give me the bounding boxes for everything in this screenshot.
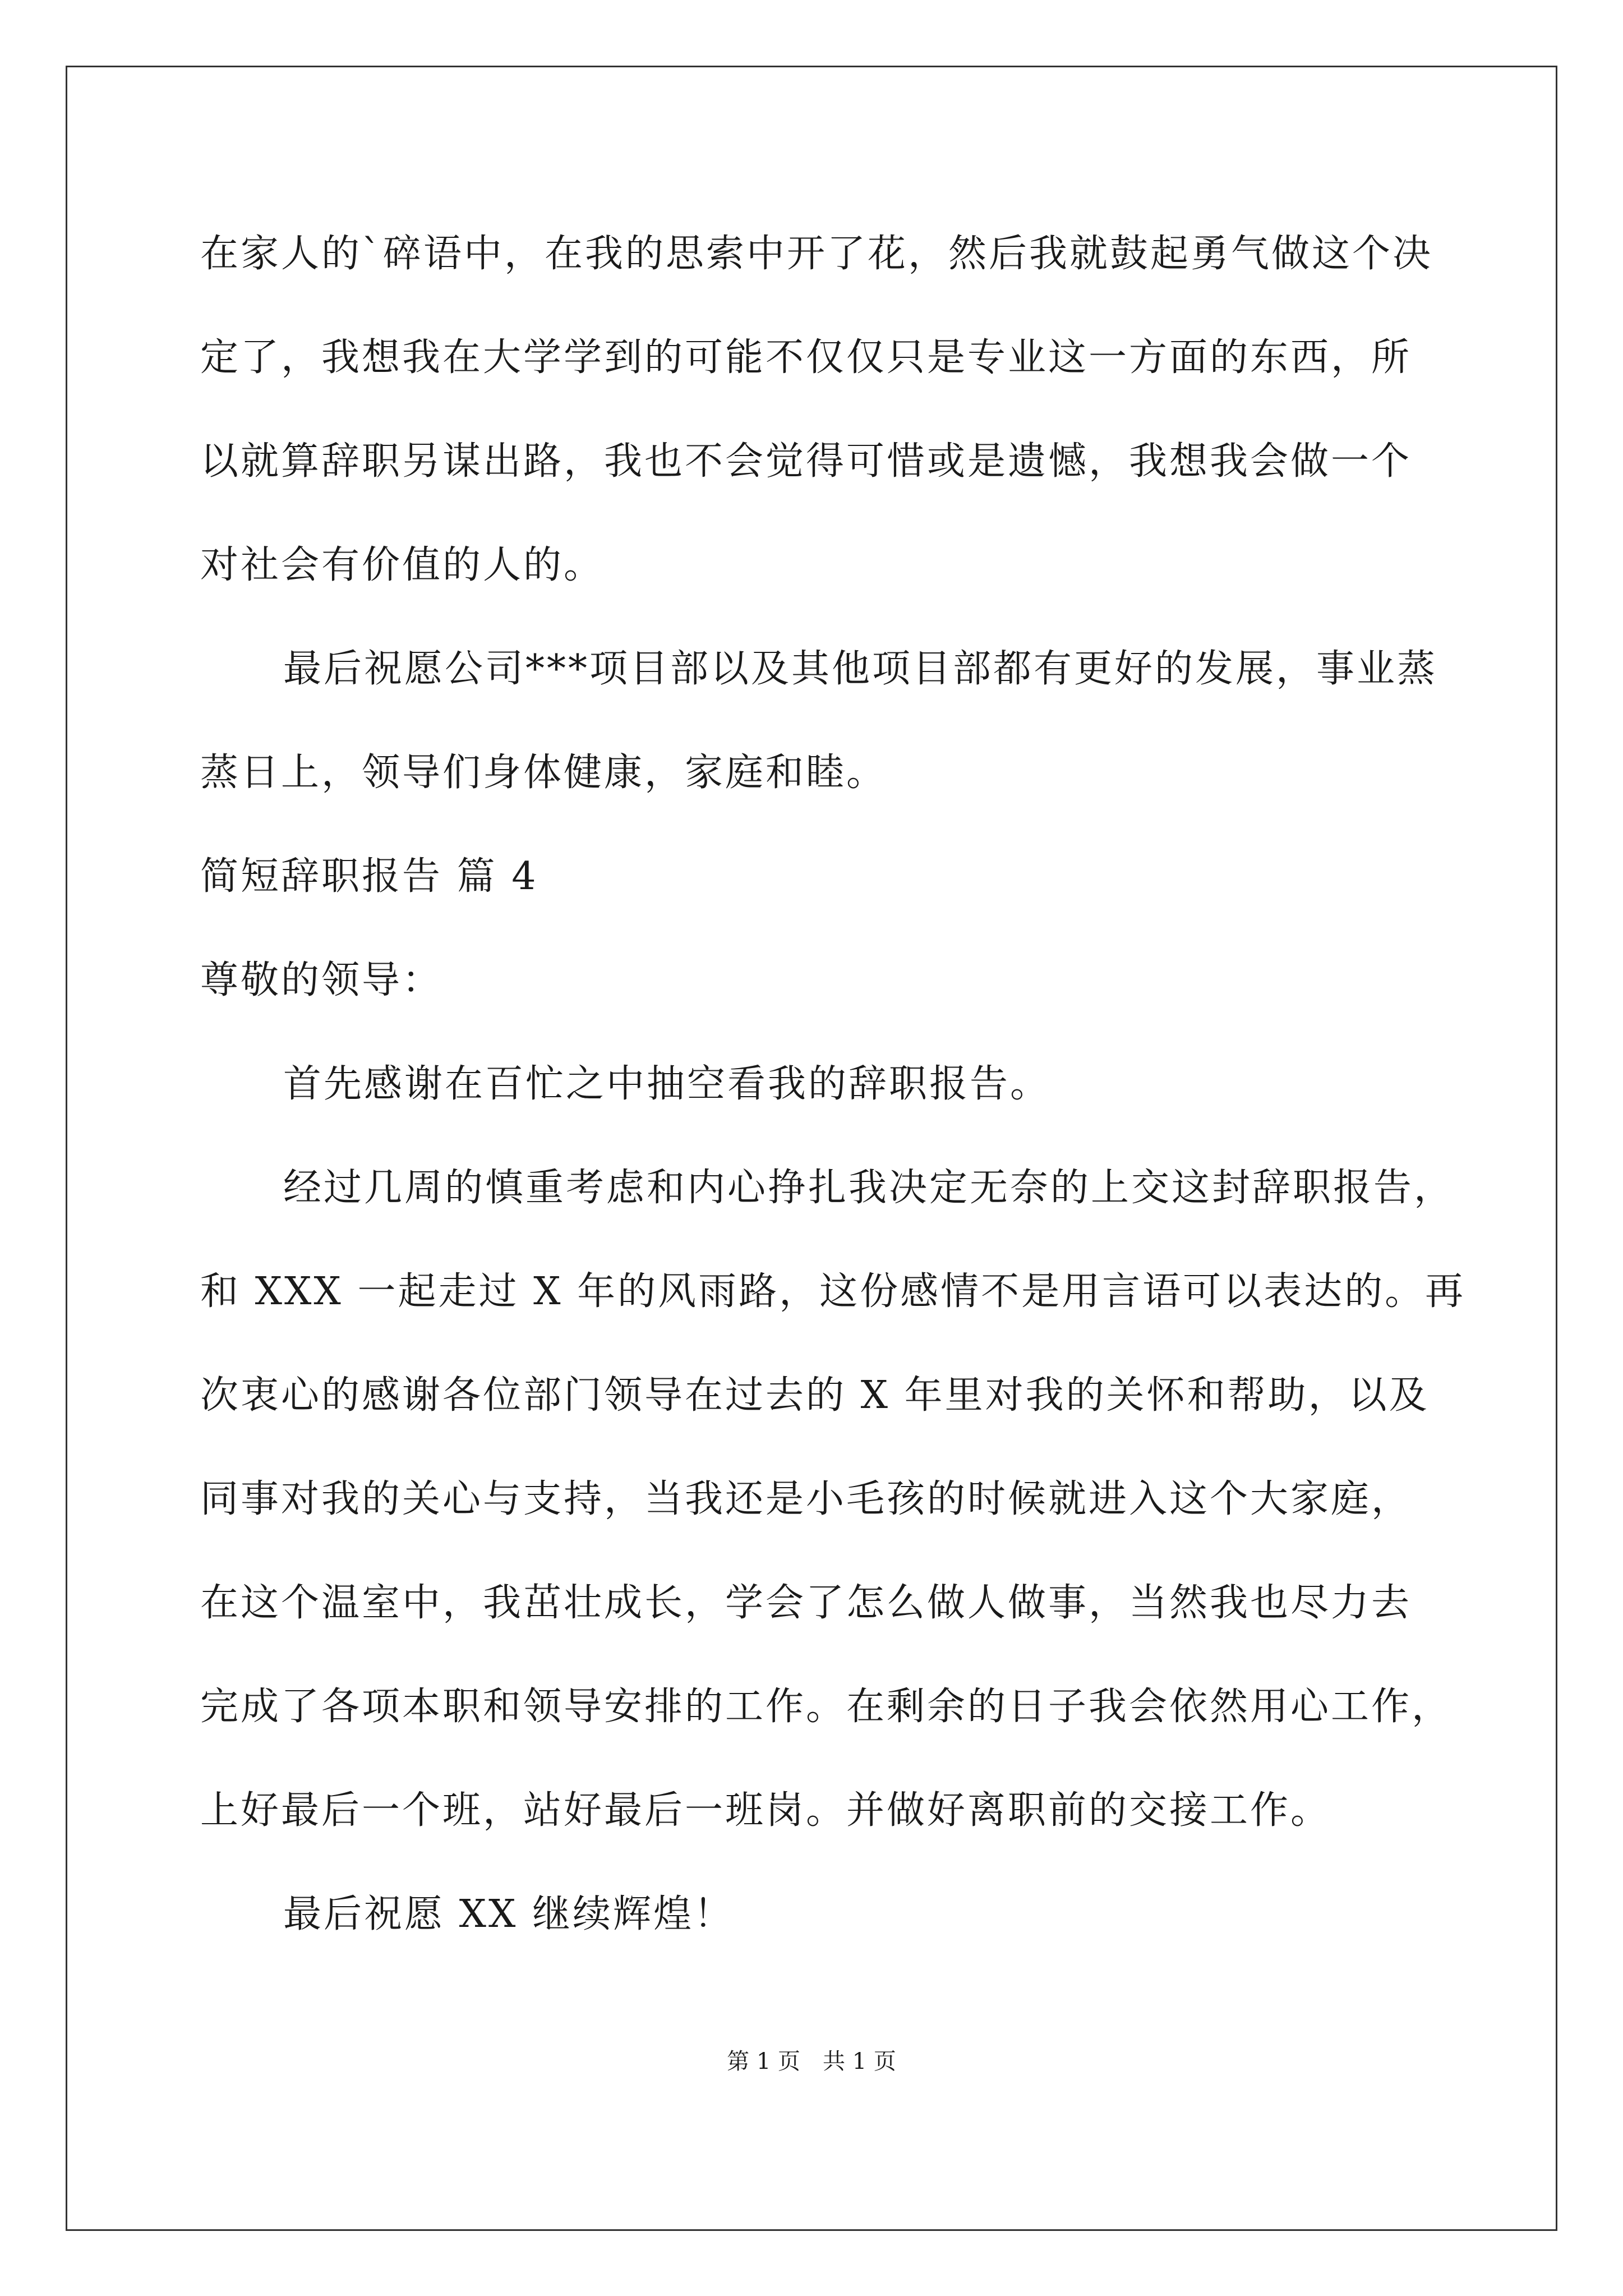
body-text-line: 以就算辞职另谋出路，我也不会觉得可惜或是遗憾，我想我会做一个: [200, 439, 1412, 484]
body-text-line: 在这个温室中，我茁壮成长，学会了怎么做人做事，当然我也尽力去: [200, 1581, 1412, 1625]
body-text-line: 经过几周的慎重考虑和内心挣扎我决定无奈的上交这封辞职报告，: [283, 1166, 1455, 1210]
body-text-line: 同事对我的关心与支持，当我还是小毛孩的时候就进入这个大家庭，: [200, 1477, 1412, 1521]
body-text-line: 次衷心的感谢各位部门领导在过去的 X 年里对我的关怀和帮助，以及: [200, 1373, 1430, 1418]
body-text-line: 上好最后一个班，站好最后一班岗。并做好离职前的交接工作。: [200, 1788, 1331, 1833]
closing-line: 最后祝愿 XX 继续辉煌！: [283, 1892, 735, 1936]
body-text-line: 和 XXX 一起走过 X 年的风雨路，这份感情不是用言语可以表达的。再: [200, 1269, 1466, 1314]
body-text-line: 在家人的`碎语中，在我的思索中开了花，然后我就鼓起勇气做这个决: [200, 232, 1433, 276]
body-text-line: 定了，我想我在大学学到的可能不仅仅只是专业这一方面的东西，所: [200, 335, 1412, 380]
section-heading: 简短辞职报告 篇 4: [200, 854, 538, 899]
body-text-line: 完成了各项本职和领导安排的工作。在剩余的日子我会依然用心工作，: [200, 1685, 1453, 1729]
salutation: 尊敬的领导：: [200, 958, 443, 1002]
page-number-footer: 第 1 页 共 1 页: [727, 2049, 896, 2074]
body-text-line: 蒸日上，领导们身体健康，家庭和睦。: [200, 751, 887, 795]
body-text-line: 首先感谢在百忙之中抽空看我的辞职报告。: [283, 1062, 1051, 1106]
body-text-line: 对社会有价值的人的。: [200, 543, 605, 587]
body-text-line: 最后祝愿公司***项目部以及其他项目部都有更好的发展，事业蒸: [283, 647, 1438, 691]
